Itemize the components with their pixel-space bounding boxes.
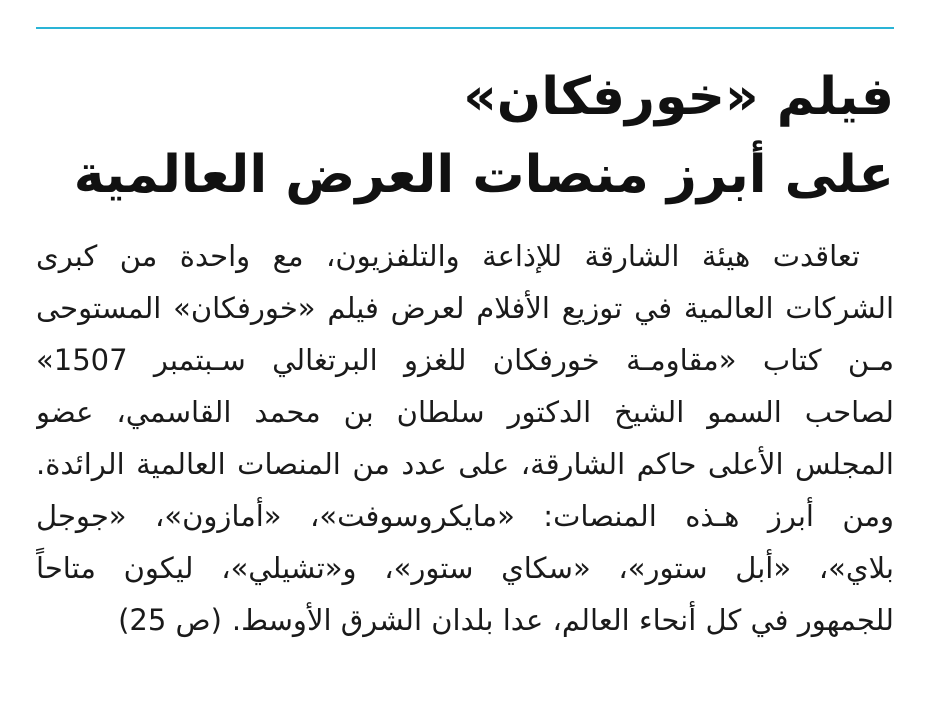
body-line-1: تعاقدت هيئة الشارقة للإذاعة والتلفزيون، مع واحدة من كبرى (36, 239, 860, 273)
body-line-7: بلاي»، «أبل ستور»، «سكاي ستور»، و«تشيلي»، ليكون متاحاً (36, 551, 894, 585)
body-line-3: مـن كتاب «مقاومـة خورفكان للغزو البرتغالي سـبتمبر 1507» (36, 343, 894, 377)
body-line-5: المجلس الأعلى حاكم الشارقة، على عدد من المنصات العالمية الرائدة. (36, 447, 894, 481)
page-reference: (ص 25) (118, 603, 222, 637)
news-article (36, 58, 894, 646)
body-line-8-text: للجمهور في كل أنحاء العالم، عدا بلدان الشرق الأوسط. (231, 603, 894, 637)
top-accent-rule (36, 27, 894, 29)
body-line-4: لصاحب السمو الشيخ الدكتور سلطان بن محمد القاسمي، عضو (36, 395, 894, 429)
body-line-6: ومن أبرز هـذه المنصات: «مايكروسوفت»، «أمازون»، «جوجل (36, 499, 894, 533)
article-body (36, 230, 894, 646)
headline (36, 58, 894, 214)
body-line-8 (36, 594, 894, 646)
body-line-2: الشركات العالمية في توزيع الأفلام لعرض فيلم «خورفكان» المستوحى (36, 291, 894, 325)
headline-line-2: على أبرز منصات العرض العالمية (73, 145, 894, 205)
headline-line-1: فيلم «خورفكان» (463, 67, 894, 127)
